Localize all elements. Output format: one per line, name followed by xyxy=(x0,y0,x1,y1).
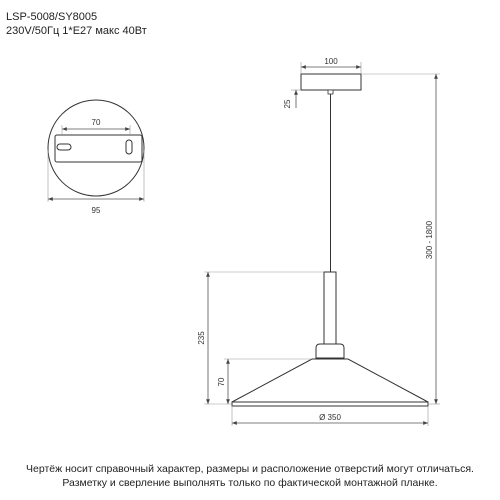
suspension-length-label: 300 - 1800 xyxy=(425,220,434,260)
slot-hole-right xyxy=(126,140,132,154)
diameter-label: 95 xyxy=(91,206,101,215)
top-view xyxy=(48,100,144,215)
side-view xyxy=(197,57,440,426)
slot-hole-left xyxy=(57,144,71,150)
shade-height-label: 70 xyxy=(217,377,226,387)
shade-diameter-label: Ø 350 xyxy=(319,413,341,422)
cone-shade xyxy=(232,359,428,402)
disclaimer-line-1: Чертёж носит справочный характер, размеры и расположение отверстий могут отличаться. xyxy=(26,463,474,475)
plate-width-label: 70 xyxy=(91,118,101,127)
electrical-specs: 230V/50Гц 1*E27 макс 40Вт xyxy=(6,25,147,37)
model-title: LSP-5008/SY8005 xyxy=(6,11,98,23)
shade-rim xyxy=(232,402,428,406)
canopy-nipple xyxy=(328,90,333,94)
ceiling-canopy xyxy=(301,74,361,90)
canopy-height-label: 25 xyxy=(283,99,292,109)
lamp-tube xyxy=(324,272,336,345)
body-height-label: 235 xyxy=(197,331,206,345)
canopy-width-label: 100 xyxy=(324,57,338,66)
socket-housing xyxy=(316,344,344,358)
disclaimer-line-2: Разметку и сверление выполнять только по фактической монтажной планке. xyxy=(62,477,438,489)
